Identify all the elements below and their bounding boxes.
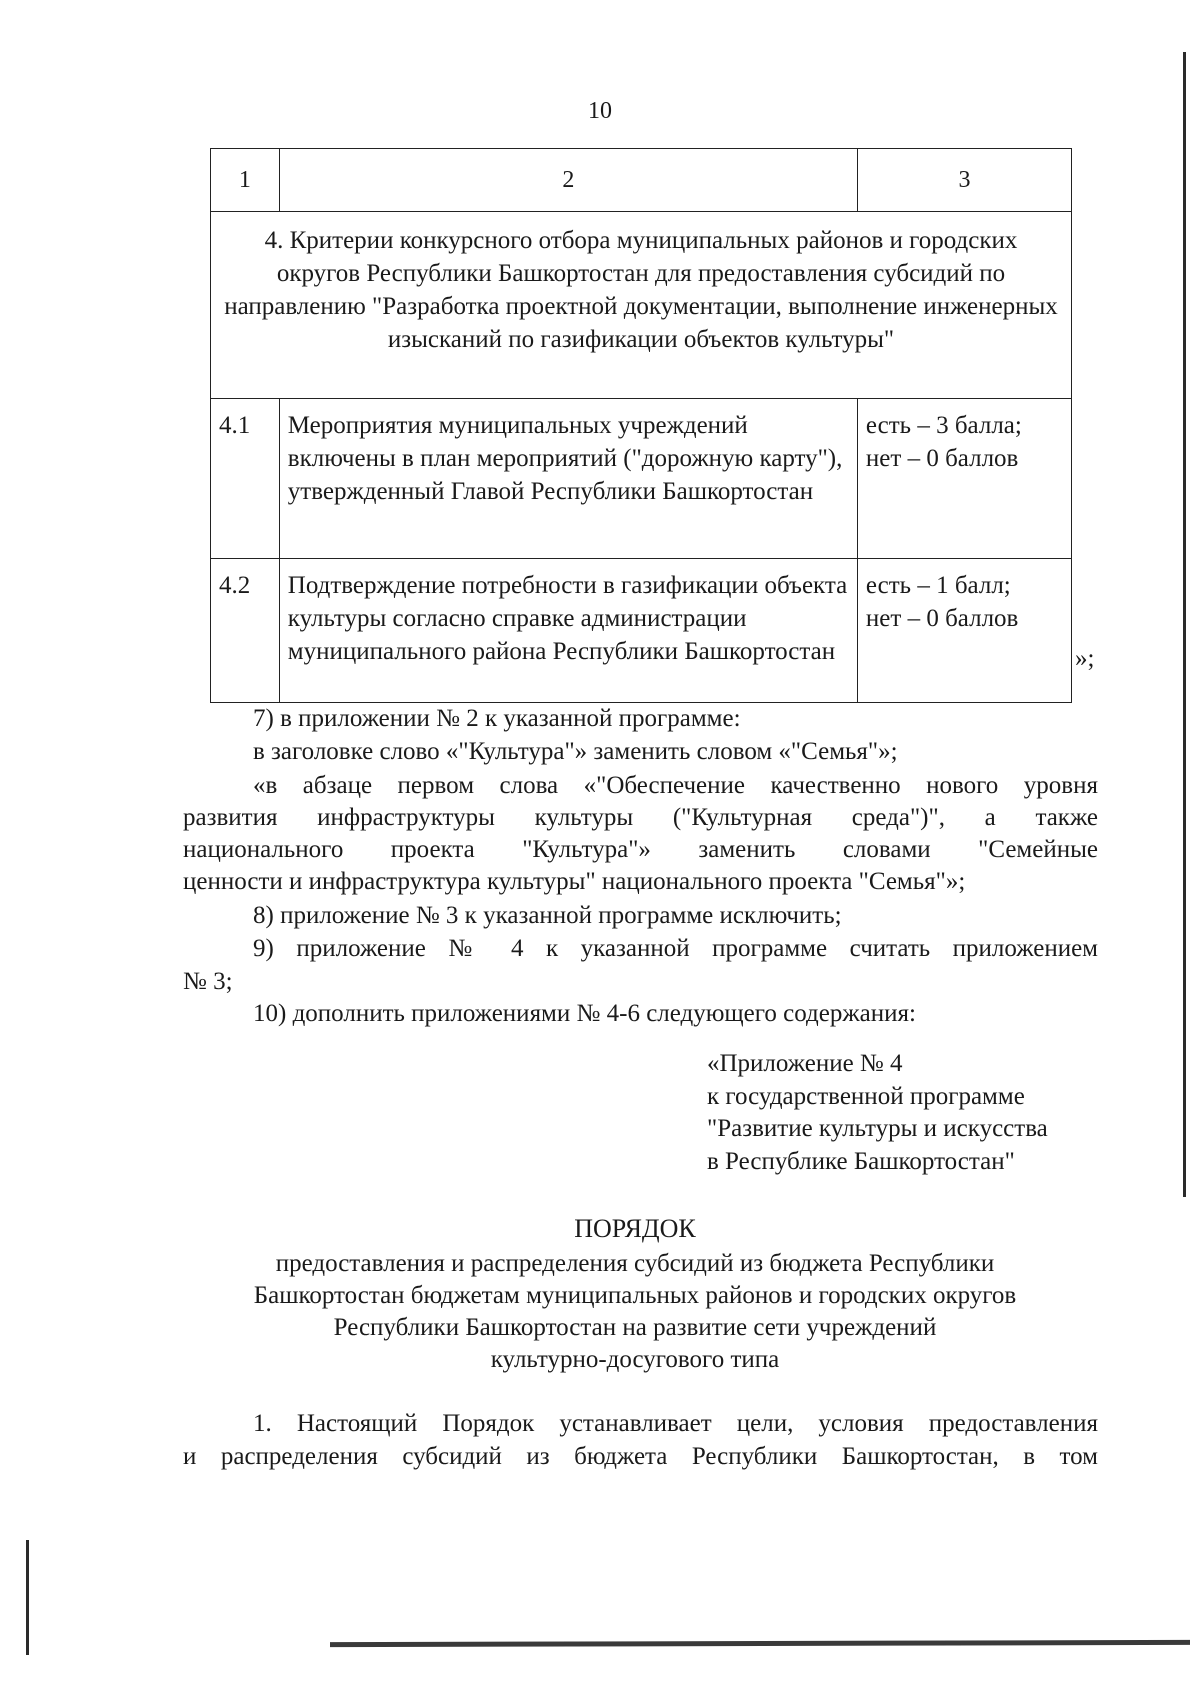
order-title: ПОРЯДОК xyxy=(574,1214,696,1243)
score-no: нет – 0 баллов xyxy=(865,445,1019,472)
paragraph-7a: в заголовке слово «"Культура"» заменить словом «"Семья"»; xyxy=(253,738,898,765)
header-cell-1: 1 xyxy=(211,149,280,212)
header-cell-3: 3 xyxy=(857,149,1071,212)
paragraph-9-line-2: № 3; xyxy=(183,968,233,995)
paragraph-7b-line-3: национального проекта "Культура"» заменить словами "Семейные xyxy=(183,836,1098,863)
table-header-row xyxy=(211,149,1072,212)
row-number: 4.1 xyxy=(211,399,280,559)
score-no: нет – 0 баллов xyxy=(865,605,1019,632)
order-paragraph-1-line-2: и распределения субсидий из бюджета Республики Башкортостан, в том xyxy=(183,1443,1098,1470)
subtitle-line: предоставления и распределения субсидий из бюджета Республики xyxy=(275,1250,995,1277)
header-cell-2: 2 xyxy=(279,149,857,212)
row-criterion: Мероприятия муниципальных учреждений включены в план мероприятий ("дорожную карту"), утвержденный Главой Республики Башкортостан xyxy=(279,399,857,559)
paragraph-7b-line-2: развития инфраструктуры культуры ("Культурная среда")", а также xyxy=(183,804,1098,831)
paragraph-7: 7) в приложении № 2 к указанной программе: xyxy=(253,705,741,732)
table-row xyxy=(211,399,1072,559)
appendix-line: «Приложение № 4 xyxy=(707,1050,903,1077)
paragraph-8: 8) приложение № 3 к указанной программе исключить; xyxy=(253,902,842,929)
order-paragraph-1-line-1: 1. Настоящий Порядок устанавливает цели, условия предоставления xyxy=(253,1410,1098,1437)
row-criterion: Подтверждение потребности в газификации объекта культуры согласно справке администрации муниципального района Республики Башкортостан xyxy=(279,559,857,703)
page-number: 10 xyxy=(588,98,612,124)
score-yes: есть – 3 балла; xyxy=(865,412,1022,439)
table-section-row xyxy=(211,212,1072,399)
paragraph-9-line-1: 9) приложение № 4 к указанной программе считать приложением xyxy=(253,935,1098,962)
appendix-header xyxy=(707,1048,1048,1178)
section-title: 4. Критерии конкурсного отбора муниципальных районов и городских округов Республики Башкортостан для предоставления субсидий по направлению "Разработка проектной документации, выполнение инженерных изысканий по газификации объектов культуры" xyxy=(211,212,1072,399)
row-number: 4.2 xyxy=(211,559,280,703)
table-close-quote: »; xyxy=(1075,645,1095,672)
order-subtitle xyxy=(190,1248,1080,1376)
table-row xyxy=(211,559,1072,703)
row-score xyxy=(857,399,1071,559)
paragraph-10: 10) дополнить приложениями № 4-6 следующего содержания: xyxy=(253,1000,916,1027)
criteria-table xyxy=(210,148,1072,703)
paragraph-7b-line-4: ценности и инфраструктура культуры" национального проекта "Семья"»; xyxy=(183,868,966,895)
subtitle-line: Башкортостан бюджетам муниципальных районов и городских округов xyxy=(253,1282,1017,1309)
scan-edge-right xyxy=(1183,52,1186,1197)
row-score xyxy=(857,559,1071,703)
appendix-line: "Развитие культуры и искусства xyxy=(707,1115,1048,1142)
scan-edge-bottom xyxy=(330,1640,1190,1647)
scan-edge-left xyxy=(26,1540,29,1655)
appendix-line: в Республике Башкортостан" xyxy=(707,1147,1015,1175)
paragraph-7b-line-1: «в абзаце первом слова «"Обеспечение качественно нового уровня xyxy=(253,772,1098,799)
appendix-line: к государственной программе xyxy=(707,1082,1025,1110)
subtitle-line: культурно-досугового типа xyxy=(490,1346,780,1373)
subtitle-line: Республики Башкортостан на развитие сети учреждений xyxy=(333,1314,937,1341)
score-yes: есть – 1 балл; xyxy=(865,572,1011,599)
